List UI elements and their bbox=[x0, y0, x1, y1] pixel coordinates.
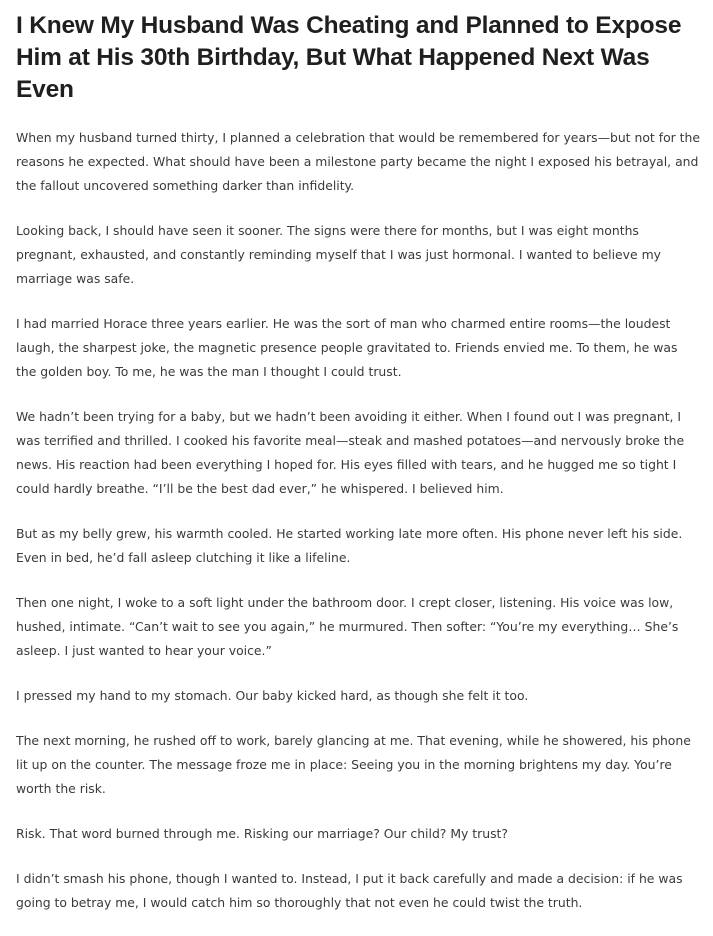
article-paragraph: But as my belly grew, his warmth cooled. He started working late more often. His phone never left his side. Even in bed, he’d fall asleep clutching it like a lifeline. bbox=[16, 526, 683, 565]
article-paragraph: Looking back, I should have seen it sooner. The signs were there for months, but I was eight months pregnant, exhausted, and constantly reminding myself that I was just hormonal. I wanted to believe my marriage was safe. bbox=[16, 223, 661, 286]
article-paragraph: I had married Horace three years earlier. He was the sort of man who charmed entire rooms—the loudest laugh, the sharpest joke, the magnetic presence people gravitated to. Friends envied me. To them, he was the golden boy. To me, he was the man I thought I could trust. bbox=[16, 316, 678, 379]
article-paragraph: I didn’t smash his phone, though I wanted to. Instead, I put it back carefully and made a decision: if he was going to betray me, I would catch him so thoroughly that not even he could twist the truth. bbox=[16, 871, 683, 910]
article-paragraph: Then one night, I woke to a soft light under the bathroom door. I crept closer, listening. His voice was low, hushed, intimate. “Can’t wait to see you again,” he murmured. Then softer: “You’re my everything… She’s asleep. I just wanted to hear your voice.” bbox=[16, 595, 679, 658]
article-paragraph: When my husband turned thirty, I planned a celebration that would be remembered for years—but not for the reasons he expected. What should have been a milestone party became the night I exposed his betrayal, and the fallout uncovered something darker than infidelity. bbox=[16, 130, 701, 193]
article-title: I Knew My Husband Was Cheating and Planned to Expose Him at His 30th Birthday, But What Happened Next Was Even bbox=[16, 12, 682, 103]
article-paragraph: Risk. That word burned through me. Risking our marriage? Our child? My trust? bbox=[16, 826, 508, 841]
article-paragraph: I pressed my hand to my stomach. Our baby kicked hard, as though she felt it too. bbox=[16, 688, 529, 703]
article-paragraph: The next morning, he rushed off to work, barely glancing at me. That evening, while he showered, his phone lit up on the counter. The message froze me in place: Seeing you in the morning brightens my day. You’re worth the risk. bbox=[16, 733, 691, 796]
article-paragraph: We hadn’t been trying for a baby, but we hadn’t been avoiding it either. When I found out I was pregnant, I was terrified and thrilled. I cooked his favorite meal—steak and mashed potatoes—and nervously broke the news. His reaction had been everything I hoped for. His eyes filled with tears, and he hugged me so tight I could hardly breathe. “I’ll be the best dad ever,” he whispered. I believed him. bbox=[16, 409, 685, 496]
article bbox=[16, 10, 700, 936]
